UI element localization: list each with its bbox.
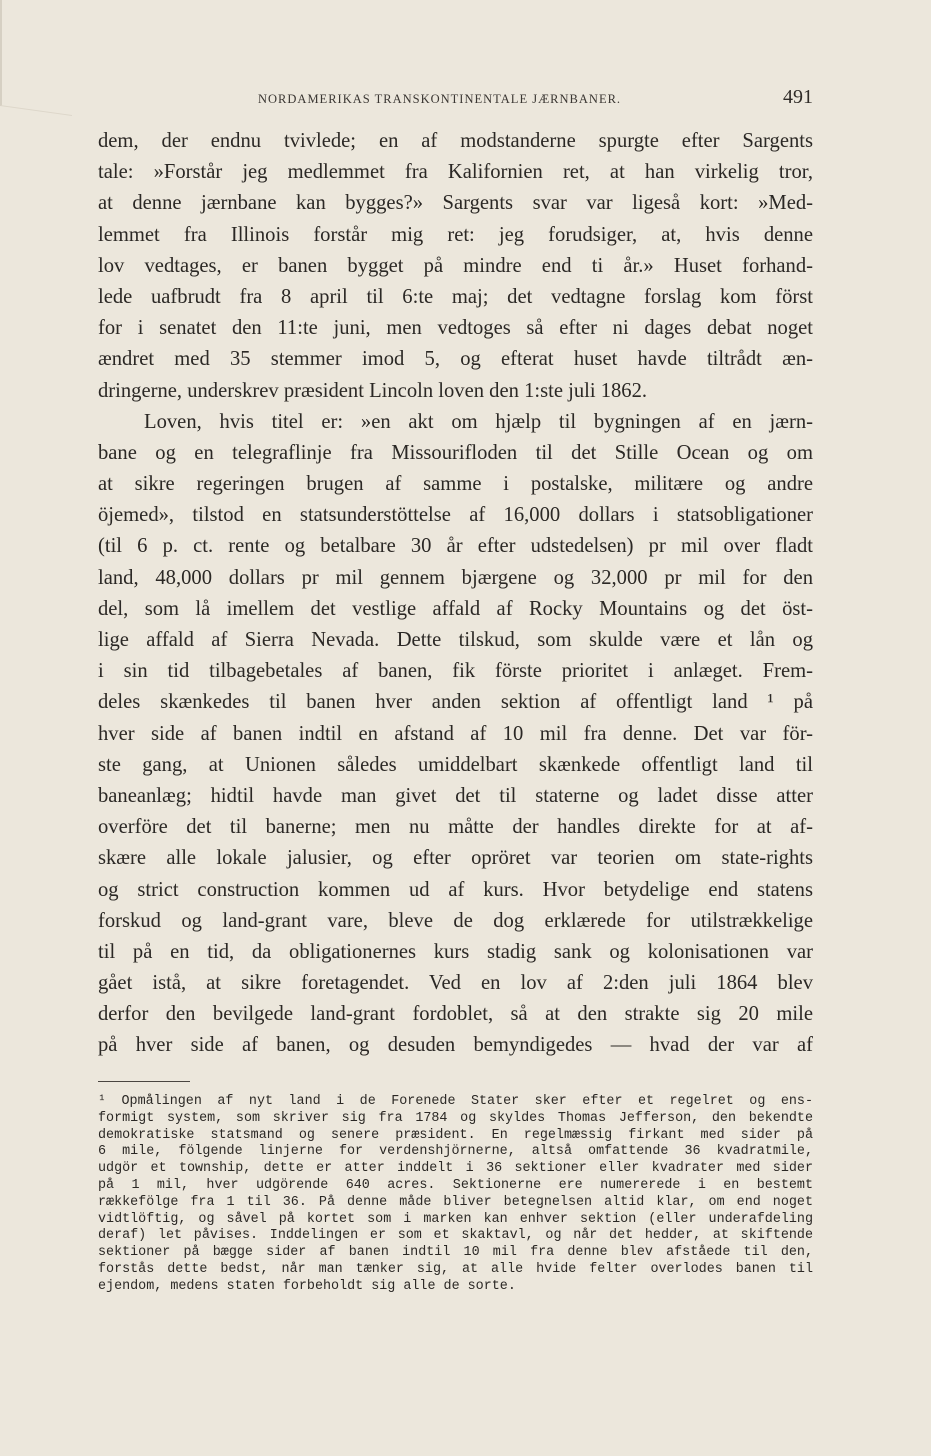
text-line: deles skænkedes til banen hver anden sektion af offentligt land ¹ på: [98, 691, 813, 714]
text-line: (til 6 p. ct. rente og betalbare 30 år efter udstedelsen) pr mil over fladt: [98, 535, 813, 558]
footnote-line: rækkefölge fra 1 til 36. På denne måde bliver betegnelsen altid klar, om end noget: [98, 1194, 813, 1210]
footnote-divider: [98, 1081, 190, 1082]
text-line: tale: »Forstår jeg medlemmet fra Kalifornien ret, at han virkelig tror,: [98, 161, 813, 184]
footnote-line: formigt system, som skriver sig fra 1784 og skyldes Thomas Jefferson, den bekendte: [98, 1110, 813, 1126]
text-line: overföre det til banerne; men nu måtte der handles direkte for at af-: [98, 816, 813, 839]
footnote-line: sektioner på bægge sider af banen indtil 10 mil fra denne blev afståede til den,: [98, 1245, 813, 1261]
text-line: lige affald af Sierra Nevada. Dette tilskud, som skulde være et lån og: [98, 629, 813, 651]
text-line: at denne jærnbane kan bygges?» Sargents svar var ligeså kort: »Med-: [98, 192, 813, 215]
text-line: hver side af banen indtil en afstand af 10 mil fra denne. Det var för-: [98, 722, 813, 745]
text-line: i sin tid tilbagebetales af banen, fik förste prioritet i anlæget. Frem-: [98, 660, 813, 683]
text-line: derfor den bevilgede land-grant fordoblet, så at den strakte sig 20 mile: [98, 1003, 813, 1026]
text-line: lede uafbrudt fra 8 april til 6:te maj; det vedtagne forslag kom först: [98, 285, 813, 308]
text-line: lemmet fra Illinois forstår mig ret: jeg forudsiger, at, hvis denne: [98, 223, 813, 246]
footnote-line: ejendom, medens staten forbeholdt sig alle de sorte.: [98, 1278, 516, 1294]
footnote-line: ¹ Opmålingen af nyt land i de Forenede Stater sker efter et regelret og ens-: [98, 1094, 813, 1109]
text-line: ændret med 35 stemmer imod 5, og efterat huset havde tiltrådt æn-: [98, 348, 813, 371]
running-head: NORDAMERIKAS TRANSKONTINENTALE JÆRNBANER.: [258, 92, 622, 106]
text-line: del, som lå imellem det vestlige affald af Rocky Mountains og det öst-: [98, 597, 813, 620]
text-line: ste gang, at Unionen således umiddelbart skænkede offentligt land til: [98, 753, 813, 776]
footnote: [98, 1094, 813, 1296]
footnote-line: demokratiske statsmand og senere præsident. En regelmæssig firkant med sider på: [98, 1127, 813, 1143]
text-line: land, 48,000 dollars pr mil gennem bjærgene og 32,000 pr mil for den: [98, 566, 813, 589]
text-line: dringerne, underskrev præsident Lincoln loven den 1:ste juli 1862.: [98, 379, 648, 402]
text-line: öjemed», tilstod en statsunderstöttelse af 16,000 dollars i statsobligationer: [98, 504, 813, 527]
text-line: dem, der endnu tvivlede; en af modstanderne spurgte efter Sargents: [98, 130, 813, 152]
text-line: og strict construction kommen ud af kurs. Hvor betydelige end statens: [98, 878, 813, 901]
text-line: skære alle lokale jalusier, og efter opröret var teorien om state-rights: [98, 847, 813, 870]
text-line: til på en tid, da obligationernes kurs stadig sank og kolonisationen var: [98, 940, 813, 963]
footnote-line: forstås dette bedst, når man tænker sig, at alle hvide felter overlodes banen til: [98, 1261, 813, 1277]
footnote-line: 6 mile, fölgende linjerne for verdenshjörnerne, altså omfattende 36 kvadratmile,: [98, 1144, 813, 1160]
page-number: 491: [783, 86, 813, 108]
text-line: for i senatet den 11:te juni, men vedtoges så efter ni dages debat noget: [98, 317, 813, 340]
footnote-line: på 1 mil, hver udgörende 640 acres. Sektionerne ere numererede i en bestemt: [98, 1177, 813, 1193]
text-line: forskud og land-grant vare, bleve de dog erklærede for utilstrækkelige: [98, 909, 813, 932]
text-line: på hver side af banen, og desuden bemyndigedes — hvad der var af: [98, 1034, 813, 1057]
main-text: [98, 126, 813, 1062]
text-line: bane og en telegraflinje fra Missourifloden til det Stille Ocean og om: [98, 441, 813, 464]
page-header: [258, 86, 813, 116]
text-line: at sikre regeringen brugen af samme i postalske, militære og andre: [98, 473, 813, 496]
text-line: Loven, hvis titel er: »en akt om hjælp til bygningen af en jærn-: [144, 410, 813, 433]
text-line: baneanlæg; hidtil havde man givet det til staterne og ladet disse atter: [98, 784, 813, 807]
text-line: gået istå, at sikre foretagendet. Ved en lov af 2:den juli 1864 blev: [98, 972, 813, 995]
footnote-line: deraf) let påvises. Inddelingen er som et skaktavl, og når det hedder, at skiftende: [98, 1228, 813, 1244]
footnote-line: vidtlöftig, og såvel på kortet som i marken kan enhver sektion (eller underafdeling: [98, 1211, 813, 1227]
text-line: lov vedtages, er banen bygget på mindre end ti år.» Huset forhand-: [98, 254, 813, 277]
page-fold-mark: [0, 0, 72, 116]
footnote-line: udgör et township, dette er atter inddelt i 36 sektioner eller kvadrater med sider: [98, 1161, 813, 1177]
